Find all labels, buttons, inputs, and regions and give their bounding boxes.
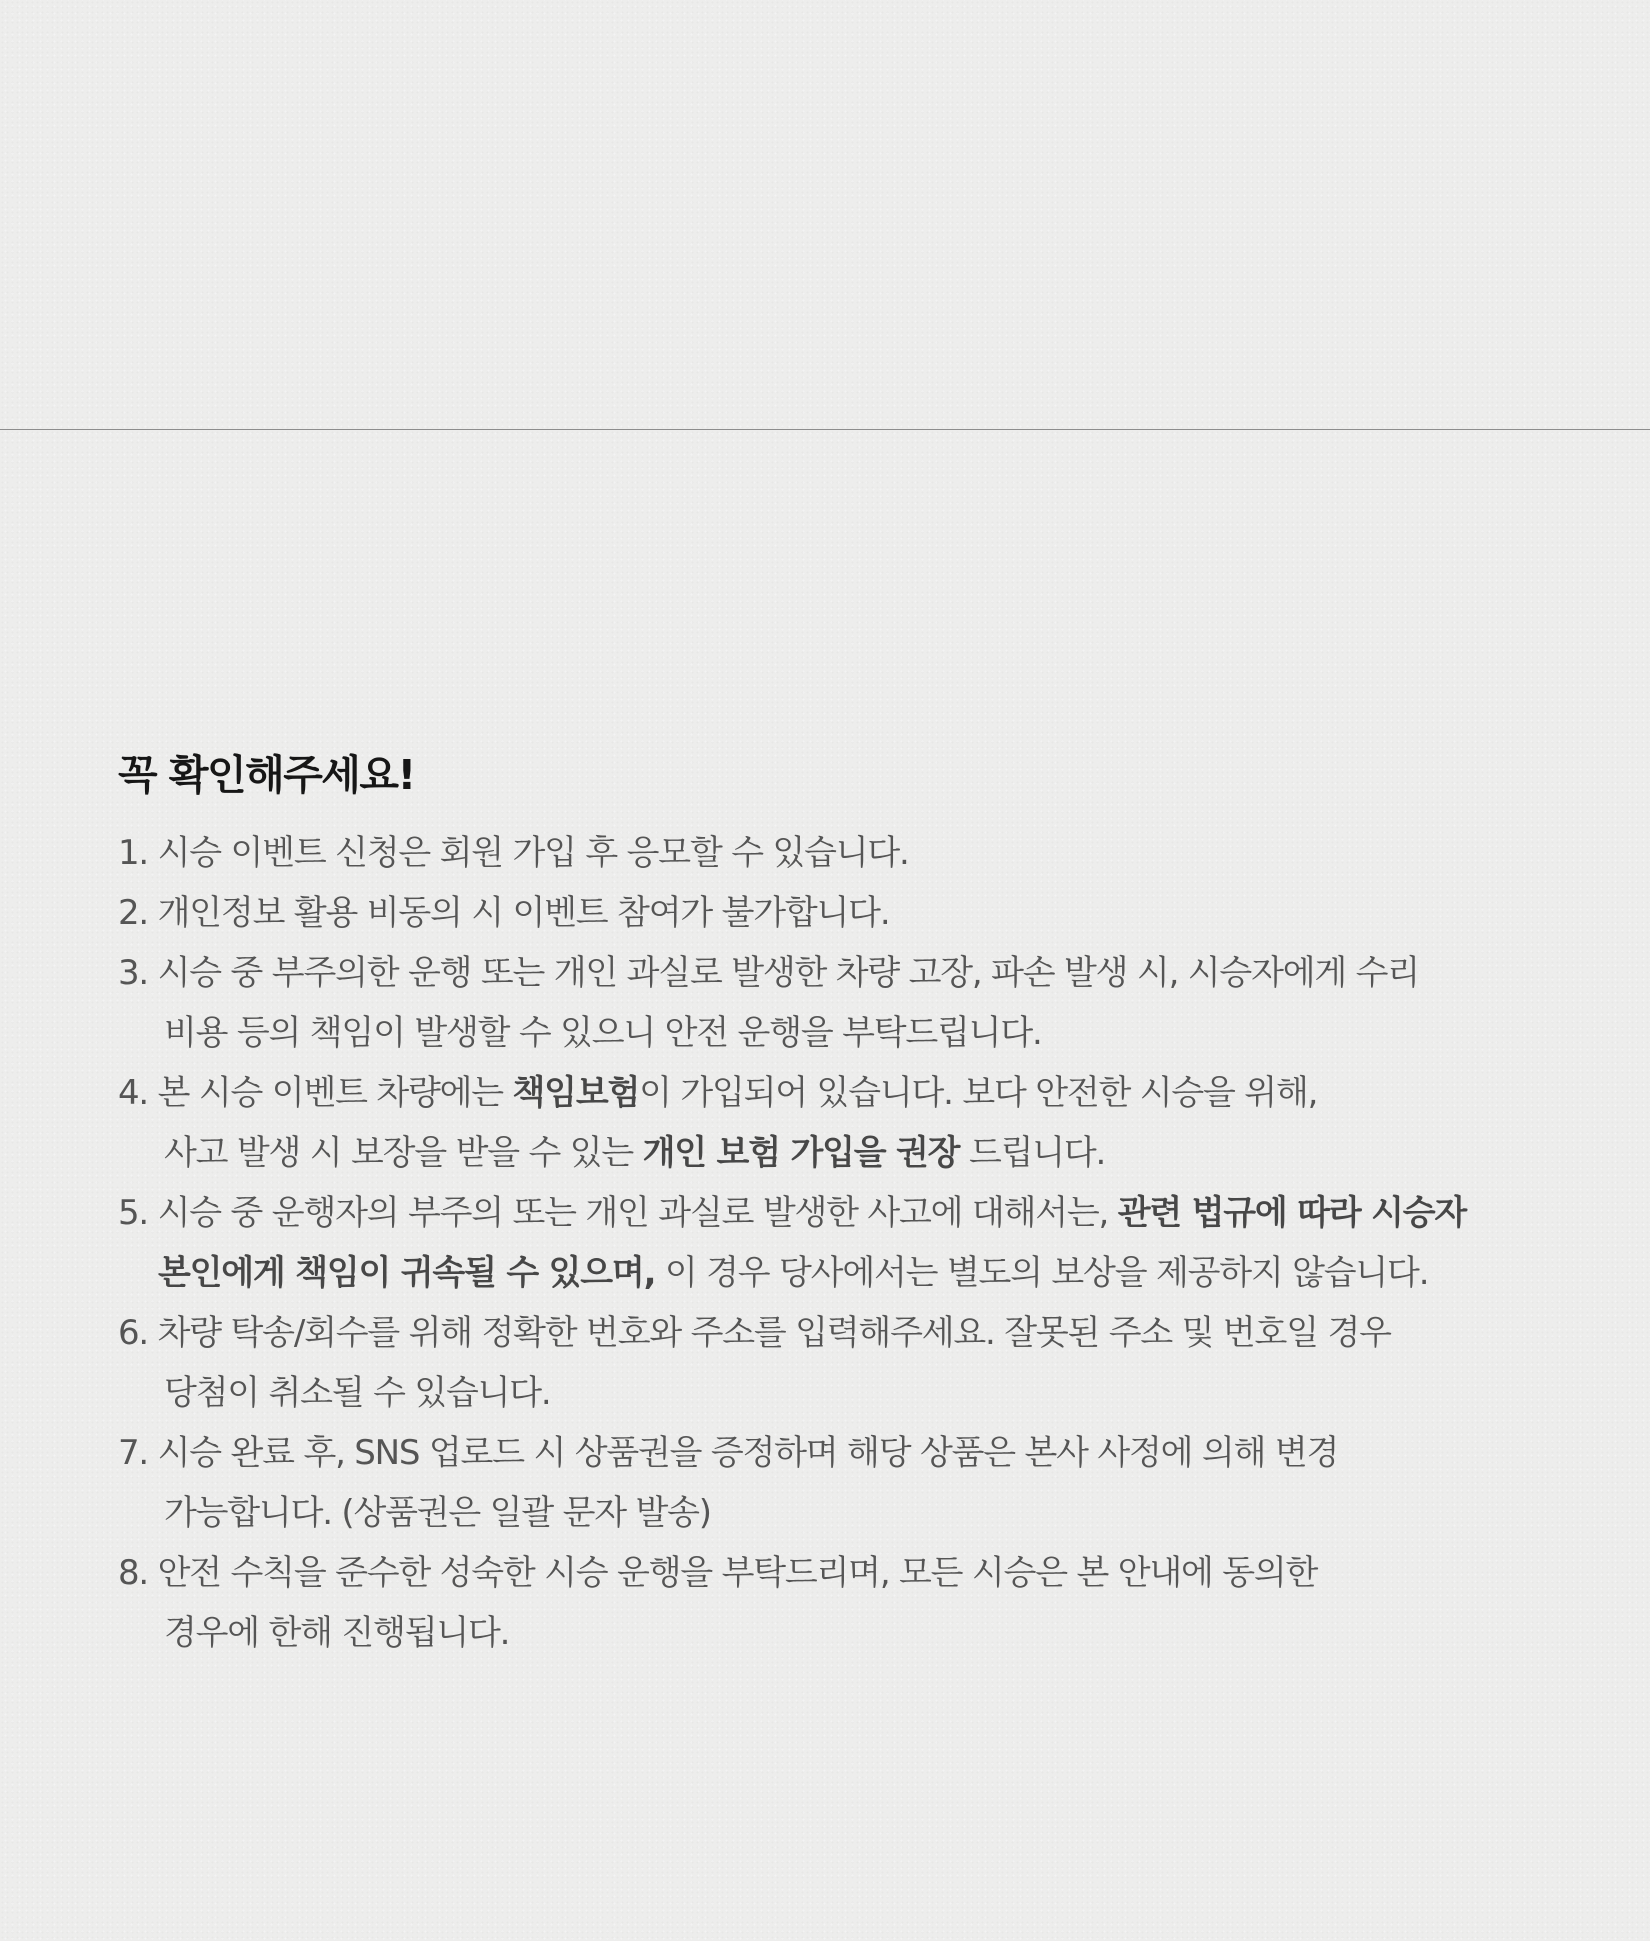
notice-item-5 [118, 1183, 1558, 1303]
notice-emphasis: 책임보험 [512, 1073, 640, 1113]
notice-item-4 [118, 1063, 1558, 1183]
section-divider [0, 429, 1650, 430]
notice-item-1 [118, 823, 1558, 883]
notice-title: 꼭 확인해주세요! [118, 751, 415, 799]
notice-item-line [118, 1363, 1558, 1423]
notice-text: 7. 시승 완료 후, SNS 업로드 시 상품권을 증정하며 해당 상품은 본사 사정에 의해 변경 [118, 1433, 1339, 1473]
notice-text: 3. 시승 중 부주의한 운행 또는 개인 과실로 발생한 차량 고장, 파손 발생 시, 시승자에게 수리 [118, 953, 1419, 993]
notice-section [118, 740, 1558, 1663]
notice-item-line [118, 1123, 1558, 1183]
notice-item-line [118, 1243, 1558, 1303]
notice-item-8 [118, 1543, 1558, 1663]
notice-text: 2. 개인정보 활용 비동의 시 이벤트 참여가 불가합니다. [118, 893, 890, 933]
notice-item-6 [118, 1303, 1558, 1423]
notice-emphasis: 관련 법규에 따라 시승자 [1117, 1193, 1467, 1233]
notice-emphasis: 본인에게 책임이 귀속될 수 있으며, [158, 1253, 656, 1293]
notice-text: 1. 시승 이벤트 신청은 회원 가입 후 응모할 수 있습니다. [118, 833, 909, 873]
notice-item-line [118, 823, 1558, 883]
notice-item-line [118, 1423, 1558, 1483]
notice-text: 경우에 한해 진행됩니다. [164, 1613, 510, 1653]
notice-text: 이 경우 당사에서는 별도의 보상을 제공하지 않습니다. [655, 1253, 1429, 1293]
notice-item-2 [118, 883, 1558, 943]
notice-item-line [118, 1303, 1558, 1363]
notice-text: 6. 차량 탁송/회수를 위해 정확한 번호와 주소를 입력해주세요. 잘못된 주소 및 번호일 경우 [118, 1313, 1391, 1353]
notice-text: 이 가입되어 있습니다. 보다 안전한 시승을 위해, [639, 1073, 1318, 1113]
notice-text: 4. 본 시승 이벤트 차량에는 [118, 1073, 513, 1113]
notice-item-line [118, 1483, 1558, 1543]
notice-text: 당첨이 취소될 수 있습니다. [164, 1373, 551, 1413]
notice-text: 사고 발생 시 보장을 받을 수 있는 [164, 1133, 643, 1173]
notice-item-7 [118, 1423, 1558, 1543]
notice-text: 드립니다. [959, 1133, 1106, 1173]
notice-item-line [118, 1003, 1558, 1063]
notice-list [118, 823, 1558, 1663]
notice-item-line [118, 1603, 1558, 1663]
notice-text: 비용 등의 책임이 발생할 수 있으니 안전 운행을 부탁드립니다. [164, 1013, 1042, 1053]
notice-item-line [118, 1063, 1558, 1123]
notice-item-line [118, 883, 1558, 943]
notice-text: 가능합니다. (상품권은 일괄 문자 발송) [164, 1493, 711, 1533]
notice-emphasis: 개인 보험 가입을 권장 [642, 1133, 960, 1173]
notice-item-line [118, 1183, 1558, 1243]
notice-text: 5. 시승 중 운행자의 부주의 또는 개인 과실로 발생한 사고에 대해서는, [118, 1193, 1118, 1233]
notice-text: 8. 안전 수칙을 준수한 성숙한 시승 운행을 부탁드리며, 모든 시승은 본 안내에 동의한 [118, 1553, 1318, 1593]
notice-item-line [118, 1543, 1558, 1603]
notice-item-3 [118, 943, 1558, 1063]
notice-item-line [118, 943, 1558, 1003]
